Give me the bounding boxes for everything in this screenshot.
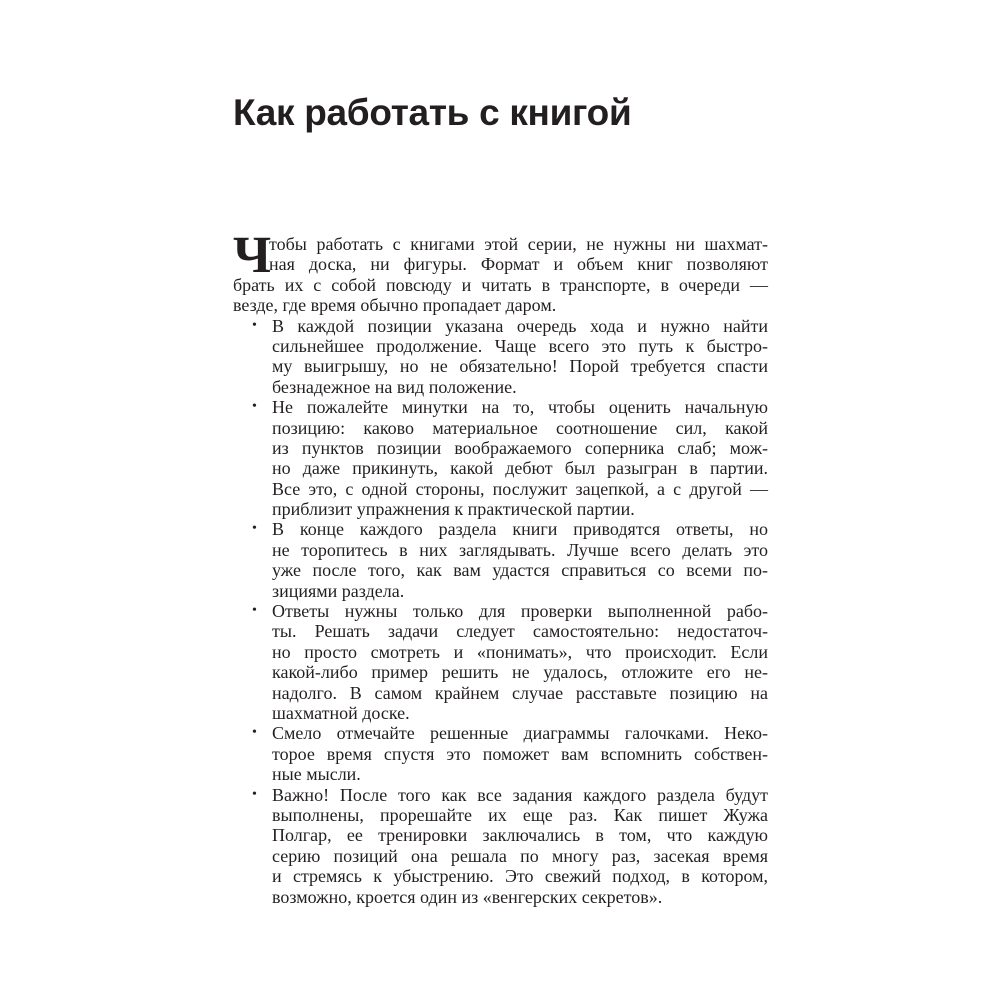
text-line: торое время спустя это поможет вам вспомнить собствен-	[272, 743, 768, 764]
bullet-list	[233, 316, 768, 907]
text-line: тобы работать с книгами этой серии, не нужны ни шахмат-	[269, 234, 768, 254]
bullet-icon: •	[252, 725, 257, 741]
list-item	[233, 723, 768, 784]
text-line: Важно! После того как все задания каждого раздела будут	[272, 784, 768, 805]
text-line: безнадежное на вид положение.	[272, 376, 517, 397]
text-line: уже после того, как вам удастся справиться со всеми по-	[272, 560, 768, 581]
bullet-icon: •	[252, 603, 257, 619]
text-line: но даже прикинуть, какой дебют был разыгран в партии.	[272, 458, 768, 479]
text-line: возможно, кроется один из «венгерских секретов».	[272, 886, 663, 907]
text-line: не торопитесь в них заглядывать. Лучше всего делать это	[272, 539, 768, 560]
text-line: В конце каждого раздела книги приводятся ответы, но	[272, 519, 768, 540]
text-line: зициями раздела.	[272, 580, 405, 601]
text-line: Все это, с одной стороны, послужит зацепкой, а с другой —	[272, 478, 768, 499]
list-item	[233, 316, 768, 398]
intro-paragraph	[233, 227, 768, 316]
bullet-icon: •	[252, 521, 257, 537]
text-line: приблизит упражнения к практической партии.	[272, 499, 635, 520]
text-line: ная доска, ни фигуры. Формат и объем книг позволяют	[269, 254, 768, 275]
text-line: и стремясь к убыстрению. Это свежий подход, в котором,	[272, 866, 768, 887]
text-line: му выигрышу, но не обязательно! Порой требуется спасти	[272, 356, 768, 377]
text-line: выполнены, прорешайте их еще раз. Как пишет Жужа	[272, 804, 768, 825]
list-item	[233, 785, 768, 907]
text-line: брать их с собой повсюду и читать в транспорте, в очереди —	[233, 274, 768, 295]
text-line: какой-либо пример решить не удалось, отложите его не-	[272, 662, 768, 683]
text-line: позицию: каково материальное соотношение сил, какой	[272, 417, 768, 438]
body-text	[233, 227, 768, 907]
text-line: из пунктов позиции воображаемого соперника слаб; мож-	[272, 437, 768, 458]
list-item	[233, 519, 768, 601]
text-line: Полгар, ее тренировки заключались в том, что каждую	[272, 825, 768, 846]
text-line: серию позиций она решала по многу раз, засекая время	[272, 845, 768, 866]
drop-cap: Ч	[233, 227, 272, 284]
bullet-icon: •	[252, 317, 257, 333]
text-line: шахматной доске.	[272, 702, 410, 723]
page-title: Как работать с книгой	[233, 92, 632, 133]
list-item	[233, 397, 768, 519]
text-line: сильнейшее продолжение. Чаще всего это путь к быстро-	[272, 335, 768, 356]
bullet-icon: •	[252, 786, 257, 802]
bullet-icon: •	[252, 399, 257, 415]
text-line: надолго. В самом крайнем случае расставьте позицию на	[272, 682, 768, 703]
text-line: Ответы нужны только для проверки выполненной рабо-	[272, 601, 768, 622]
text-line: В каждой позиции указана очередь хода и нужно найти	[272, 315, 768, 336]
text-line: ты. Решать задачи следует самостоятельно: недостаточ-	[272, 621, 768, 642]
text-line: Смело отмечайте решенные диаграммы галочками. Неко-	[272, 723, 768, 744]
text-line: Не пожалейте минутки на то, чтобы оценить начальную	[272, 397, 768, 418]
text-line: ные мысли.	[272, 764, 361, 785]
text-line: везде, где время обычно пропадает даром.	[233, 295, 557, 316]
text-line: но просто смотреть и «понимать», что происходит. Если	[272, 641, 768, 662]
list-item	[233, 601, 768, 723]
